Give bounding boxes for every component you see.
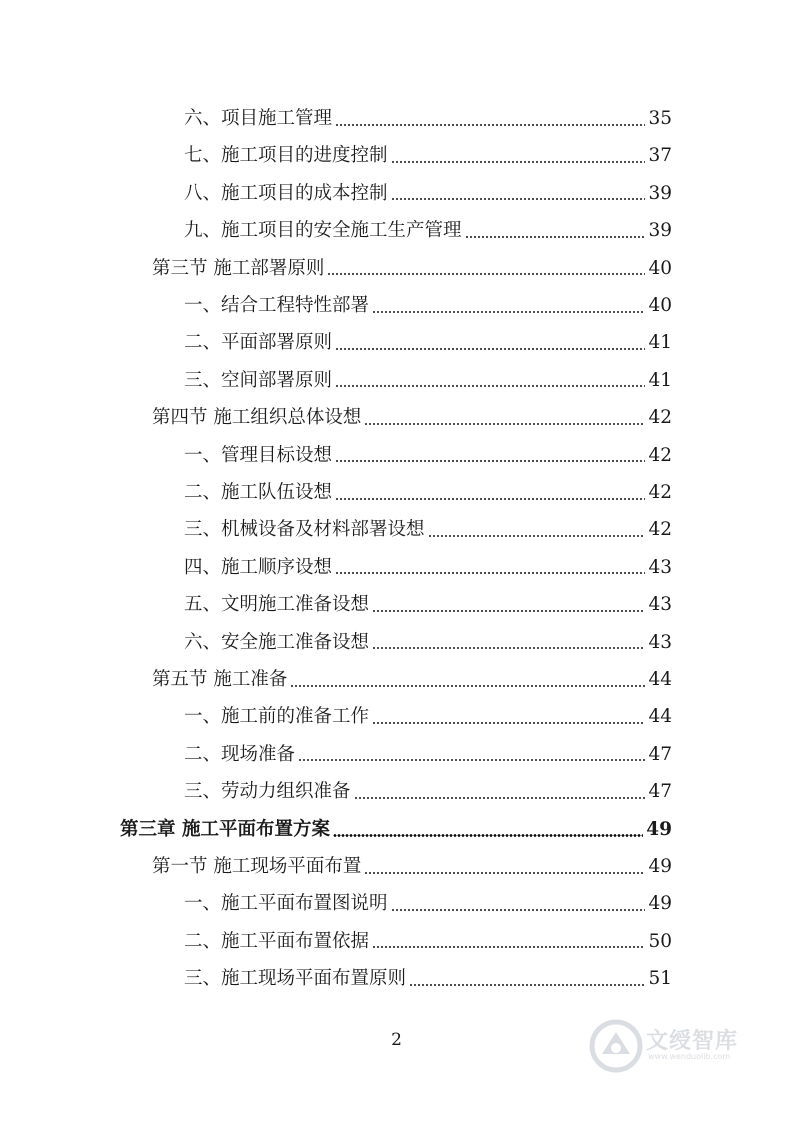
toc-dot-leader	[428, 535, 646, 537]
toc-entry-page: 47	[648, 743, 672, 765]
toc-entry[interactable]	[184, 287, 672, 324]
toc-entry-page: 49	[646, 818, 672, 840]
toc-entry-title: 二、现场准备	[184, 743, 296, 765]
toc-entry-page: 42	[648, 482, 672, 503]
toc-dot-leader	[290, 685, 645, 687]
toc-entry-page: 39	[648, 182, 672, 204]
toc-entry[interactable]	[184, 212, 672, 249]
toc-entry-page: 44	[648, 669, 672, 690]
toc-entry-page: 44	[648, 706, 672, 728]
toc-entry[interactable]	[184, 511, 672, 548]
toc-dot-leader	[335, 385, 645, 387]
toc-entry[interactable]	[152, 399, 672, 436]
toc-entry-page: 42	[648, 444, 672, 466]
toc-dot-leader	[372, 946, 645, 948]
toc-entry-title: 第三节 施工部署原则	[152, 257, 325, 279]
toc-entry[interactable]	[184, 960, 672, 997]
toc-entry-title: 第三章 施工平面布置方案	[120, 818, 330, 840]
toc-entry-title: 九、施工项目的安全施工生产管理	[184, 220, 462, 242]
toc-entry[interactable]	[184, 474, 672, 511]
toc-dot-leader	[364, 423, 645, 425]
toc-dot-leader	[391, 161, 646, 163]
toc-dot-leader	[327, 273, 645, 275]
toc-entry[interactable]	[184, 698, 672, 735]
toc-entry-title: 一、结合工程特性部署	[184, 295, 370, 316]
toc-entry[interactable]	[184, 362, 672, 399]
toc-dot-leader	[364, 872, 645, 874]
toc-entry[interactable]	[120, 811, 672, 848]
toc-entry-page: 40	[648, 295, 672, 316]
toc-entry[interactable]	[184, 437, 672, 474]
toc-entry-title: 第一节 施工现场平面布置	[152, 856, 362, 877]
toc-entry-page: 51	[648, 968, 672, 990]
toc-entry[interactable]	[184, 586, 672, 623]
watermark-url: www.wenduolib.com	[648, 1052, 731, 1061]
toc-entry-page: 49	[648, 856, 672, 877]
toc-entry-page: 47	[648, 781, 672, 803]
toc-entry[interactable]	[184, 885, 672, 922]
toc-entry-page: 50	[648, 930, 672, 952]
toc-entry[interactable]	[184, 100, 672, 137]
toc-dot-leader	[335, 498, 645, 500]
toc-entry-title: 四、施工顺序设想	[184, 556, 333, 578]
toc-entry-page: 39	[648, 220, 672, 242]
toc-dot-leader	[335, 124, 645, 126]
toc-entry-title: 三、劳动力组织准备	[184, 781, 351, 803]
toc-entry-title: 五、文明施工准备设想	[184, 594, 370, 616]
toc-entry-page: 49	[648, 893, 672, 915]
toc-entry[interactable]	[152, 250, 672, 287]
toc-dot-leader	[465, 236, 646, 238]
toc-entry-title: 第五节 施工准备	[152, 669, 288, 690]
toc-dot-leader	[333, 834, 643, 837]
toc-entry[interactable]	[152, 848, 672, 885]
toc-entry-title: 七、施工项目的进度控制	[184, 145, 388, 167]
toc-dot-leader	[372, 311, 645, 313]
toc-entry-title: 六、安全施工准备设想	[184, 631, 370, 653]
toc-entry-title: 三、空间部署原则	[184, 369, 333, 391]
toc-entry-page: 40	[648, 257, 672, 279]
toc-entry-title: 三、机械设备及材料部署设想	[184, 519, 425, 541]
toc-entry-title: 二、施工队伍设想	[184, 482, 333, 503]
toc-entry[interactable]	[152, 661, 672, 698]
toc-entry-title: 三、施工现场平面布置原则	[184, 968, 407, 990]
toc-entry-title: 八、施工项目的成本控制	[184, 182, 388, 204]
toc-entry-page: 41	[648, 369, 672, 391]
toc-entry-page: 43	[648, 631, 672, 653]
watermark-name: 文绶智库	[646, 1029, 739, 1054]
toc-entry[interactable]	[184, 549, 672, 586]
toc-entry[interactable]	[184, 324, 672, 361]
toc-dot-leader	[409, 984, 645, 986]
watermark	[588, 1018, 758, 1074]
toc-entry-page: 35	[648, 108, 672, 129]
toc-dot-leader	[391, 198, 646, 200]
toc-entry-page: 43	[648, 556, 672, 578]
toc-entry[interactable]	[184, 175, 672, 212]
toc-entry[interactable]	[184, 137, 672, 174]
toc-entry-page: 42	[648, 407, 672, 429]
watermark-logo-icon	[588, 1018, 644, 1074]
toc-entry-title: 二、平面部署原则	[184, 332, 333, 354]
toc-dot-leader	[354, 797, 646, 799]
toc-entry[interactable]	[184, 624, 672, 661]
toc-entry-page: 42	[648, 519, 672, 541]
toc-entry-title: 第四节 施工组织总体设想	[152, 407, 362, 429]
toc-entry[interactable]	[184, 736, 672, 773]
toc-entry[interactable]	[184, 923, 672, 960]
toc-entry-page: 37	[648, 145, 672, 167]
toc-entry[interactable]	[184, 773, 672, 810]
toc-dot-leader	[335, 572, 645, 574]
toc-dot-leader	[335, 460, 645, 462]
toc-entry-title: 六、项目施工管理	[184, 108, 333, 129]
page-number: 2	[391, 1030, 402, 1050]
toc-entry-title: 二、施工平面布置依据	[184, 930, 370, 952]
toc-entry-title: 一、施工平面布置图说明	[184, 893, 388, 915]
toc-dot-leader	[372, 722, 645, 724]
toc-entry-title: 一、管理目标设想	[184, 444, 333, 466]
toc-entry-page: 41	[648, 332, 672, 354]
toc-entry-title: 一、施工前的准备工作	[184, 706, 370, 728]
toc-entry-page: 43	[648, 594, 672, 616]
toc-dot-leader	[298, 759, 645, 761]
toc-dot-leader	[391, 909, 646, 911]
toc-dot-leader	[372, 610, 645, 612]
toc-dot-leader	[335, 348, 645, 350]
toc-dot-leader	[372, 647, 645, 649]
